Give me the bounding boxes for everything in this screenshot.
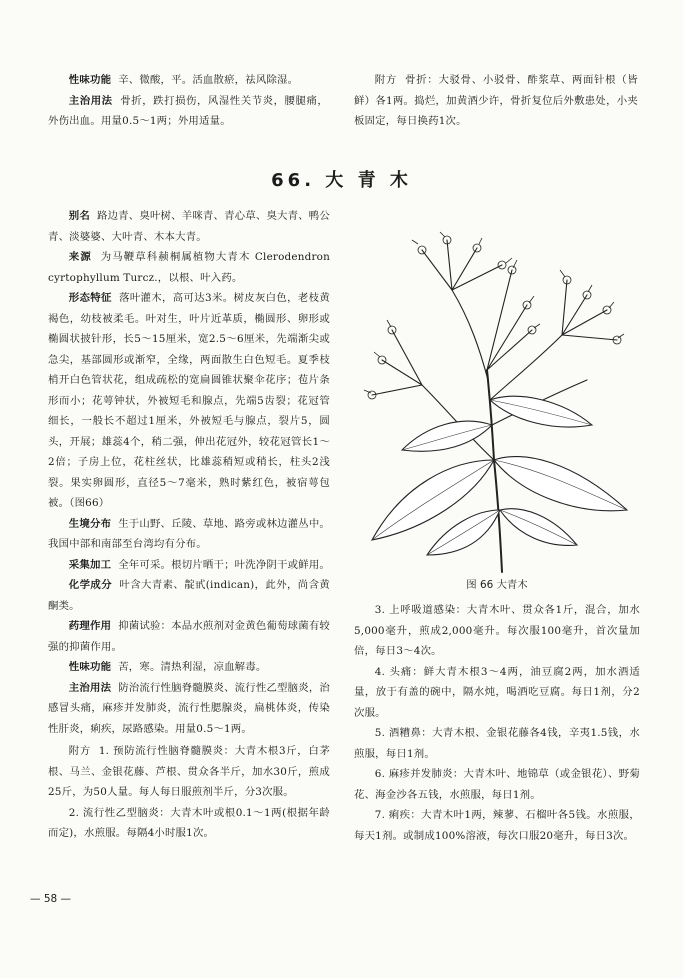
section-heading: 药理作用 (68, 620, 112, 632)
section-heading: 化学成分 (68, 579, 112, 591)
paragraph-text: 抑菌试验：本品水煎剂对金黄色葡萄球菌有较强的抑菌作用。 (48, 620, 330, 653)
paragraph-text: 全年可采。根切片晒干；叶洗净阴干或鲜用。 (118, 558, 330, 571)
paragraph-prescription-1 (48, 741, 330, 803)
paragraph-collection (48, 555, 330, 576)
paragraph-source (48, 247, 330, 288)
paragraph-nature (48, 657, 330, 678)
paragraph-text: 辛、微酸，平。活血散瘀，祛风除湿。 (118, 74, 299, 86)
section-title: 66. 大 青 木 (271, 170, 412, 191)
section-heading: 形态特征 (68, 292, 112, 304)
paragraph (48, 91, 328, 132)
paragraph-chemistry (48, 575, 330, 616)
paragraph-prescription-2 (48, 803, 330, 844)
paragraph (48, 70, 328, 91)
section-heading: 性味功能 (68, 74, 112, 86)
paragraph-text: 路边青、臭叶树、羊咪青、青心草、臭大青、鸭公青、淡婆婆、大叶青、木本大青。 (48, 210, 330, 243)
section-heading: 主治用法 (68, 681, 112, 694)
paragraph-alias (48, 206, 330, 247)
section-heading: 别名 (68, 210, 90, 222)
paragraph-text: 1. 预防流行性脑脊髓膜炎：大青木根3斤，白茅根、马兰、金银花藤、芦根、贯众各半斤，加水30斤，煎成25斤，为50人量。每人每日服煎剂半斤，分3次服。 (48, 745, 330, 798)
section-heading: 主治用法 (68, 94, 113, 107)
top-left-block (48, 70, 328, 132)
page-number: — 58 — (30, 893, 72, 905)
prescription-item: 7. 痢疾：大青木叶1两，辣蓼、石榴叶各5钱。水煎服，每天1剂。或制成100%溶液，每次口服20毫升，每日3次。 (354, 809, 640, 842)
right-column (354, 600, 640, 846)
section-heading: 附方 (374, 74, 398, 86)
paragraph-pharmacology (48, 616, 330, 657)
paragraph-text: 骨折：大驳骨、小驳骨、酢浆草、两面针根（皆鲜）各1两。捣烂，加黄酒少许，骨折复位后外敷患处，小夹板固定，每日换药1次。 (354, 74, 638, 127)
section-heading: 采集加工 (68, 558, 112, 571)
paragraph-usage (48, 678, 330, 740)
paragraph-habitat (48, 514, 330, 555)
figure-caption: 图 66 大青木 (466, 579, 528, 591)
botanical-illustration (352, 210, 642, 580)
top-right-block (354, 70, 638, 132)
section-heading: 来源 (68, 251, 92, 263)
paragraph-morphology (48, 288, 330, 514)
paragraph-text: 2. 流行性乙型脑炎：大青木叶或根0.1～1两(根据年龄而定)，水煎服。每隔4小时服1次。 (48, 806, 330, 839)
section-heading: 生境分布 (68, 517, 112, 530)
prescription-item: 6. 麻疹并发肺炎：大青木叶、地锦草（或金银花）、野菊花、海金沙各五钱，水煎服，每日1剂。 (354, 768, 640, 801)
prescription-item: 3. 上呼吸道感染：大青木叶、贯众各1斤，混合，加水5,000毫升，煎成2,000毫升。每次服100毫升，首次量加倍，每日3～4次。 (354, 604, 640, 657)
section-heading: 性味功能 (68, 661, 112, 673)
left-column (48, 206, 330, 844)
paragraph-text: 生于山野、丘陵、草地、路旁或林边灌丛中。我国中部和南部至台湾均有分布。 (48, 517, 330, 550)
paragraph (354, 70, 638, 132)
paragraph-text: 为马鞭草科赪桐属植物大青木 Clerodendron cyrtophyllum Turcz.，以根、叶入药。 (48, 251, 330, 284)
prescription-item: 5. 酒糟鼻：大青木根、金银花藤各4钱，辛夷1.5钱，水煎服，每日1剂。 (354, 727, 640, 760)
paragraph-text: 落叶灌木，高可达3米。树皮灰白色，老枝黄褐色，幼枝被柔毛。叶对生，叶片近革质，椭圆形、卵形或椭圆状披针形，长5～15厘米，宽2.5～6厘米，先端渐尖或急尖，基部圆形或渐窄，全缘，两面散生白色短毛。夏季枝梢开白色管状花，组成疏松的宽扁圆锥状聚伞花序；苞片条形而小；花萼钟状，外被短毛和腺点，先端5齿裂；花冠管细长，一般长不超过1厘米，外被短毛与腺点，裂片5，圆头，开展；雄蕊4个，稍二强，伸出花冠外，较花冠管长1～2倍；子房上位，花柱丝状，比雄蕊稍短或稍长，柱头2浅裂。果实卵圆形，直径5～7毫米，熟时紫红色，被宿萼包被。（图66） (48, 292, 330, 509)
paragraph-text: 骨折，跌打损伤，风湿性关节炎，腰腿痛，外伤出血。用量0.5～1两；外用适量。 (48, 94, 328, 127)
section-heading: 附方 (68, 745, 91, 757)
paragraph-text: 防治流行性脑脊髓膜炎、流行性乙型脑炎，治感冒头痛，麻疹并发肺炎，流行性腮腺炎，扁桃体炎，传染性肝炎，痢疾，尿路感染。用量0.5～1两。 (48, 681, 330, 735)
paragraph-text: 苦，寒。清热利湿，凉血解毒。 (118, 661, 267, 673)
paragraph-text: 叶含大青素、靛甙(indican)，此外，尚含黄酮类。 (48, 579, 330, 612)
prescription-item: 4. 头痛：鲜大青木根3～4两，油豆腐2两，加水酒适量，放于有盖的碗中，隔水炖，喝酒吃豆腐。每日1剂，分2次服。 (354, 665, 640, 719)
